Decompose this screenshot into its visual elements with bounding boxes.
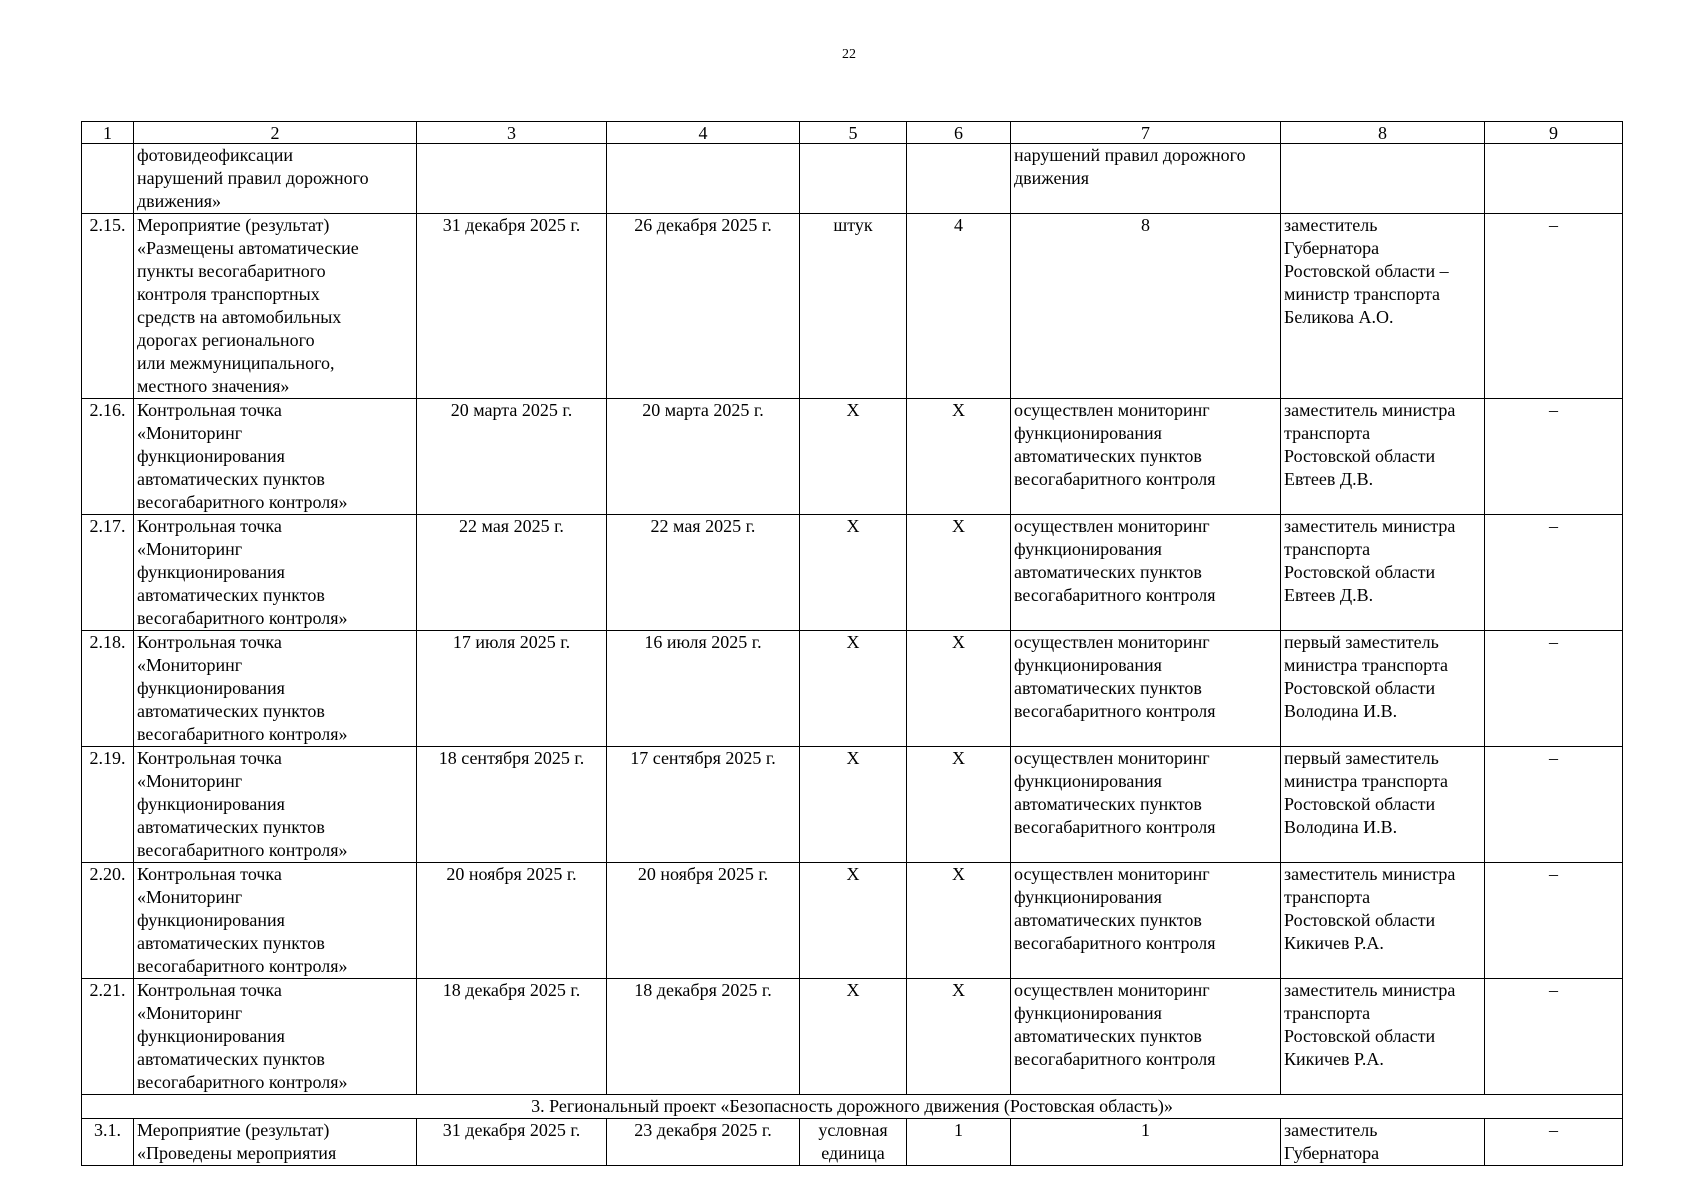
responsible: заместитель Губернатора Ростовской области – министр транспорта Беликова А.О. bbox=[1281, 214, 1485, 399]
row-name: Мероприятие (результат) «Проведены мероприятия bbox=[134, 1119, 417, 1166]
notes bbox=[1485, 144, 1623, 214]
row-name: фотовидеофиксации нарушений правил дорожного движения» bbox=[134, 144, 417, 214]
column-header: 9 bbox=[1485, 122, 1623, 144]
notes: – bbox=[1485, 399, 1623, 515]
table-row bbox=[82, 214, 1623, 399]
row-name: Мероприятие (результат) «Размещены автоматические пункты весогабаритного контроля транспортных средств на автомобильных дорогах регионального или межмуниципального, местного значения» bbox=[134, 214, 417, 399]
unit: Х bbox=[800, 747, 907, 863]
base-date: 17 июля 2025 г. bbox=[417, 631, 607, 747]
base-date bbox=[417, 144, 607, 214]
notes: – bbox=[1485, 214, 1623, 399]
planned-date: 17 сентября 2025 г. bbox=[607, 747, 800, 863]
row-number: 2.17. bbox=[82, 515, 134, 631]
responsible: заместитель министра транспорта Ростовской области Кикичев Р.А. bbox=[1281, 979, 1485, 1095]
plan-table bbox=[81, 121, 1623, 1166]
table-row bbox=[82, 747, 1623, 863]
table-row bbox=[82, 979, 1623, 1095]
column-header: 3 bbox=[417, 122, 607, 144]
unit: Х bbox=[800, 863, 907, 979]
row-number: 2.18. bbox=[82, 631, 134, 747]
planned-date: 16 июля 2025 г. bbox=[607, 631, 800, 747]
result-description: осуществлен мониторинг функционирования автоматических пунктов весогабаритного контроля bbox=[1011, 979, 1281, 1095]
table-row bbox=[82, 515, 1623, 631]
base-value: 4 bbox=[907, 214, 1011, 399]
result-description: осуществлен мониторинг функционирования автоматических пунктов весогабаритного контроля bbox=[1011, 747, 1281, 863]
notes: – bbox=[1485, 747, 1623, 863]
result-description: 8 bbox=[1011, 214, 1281, 399]
notes: – bbox=[1485, 631, 1623, 747]
row-number: 2.20. bbox=[82, 863, 134, 979]
notes: – bbox=[1485, 979, 1623, 1095]
unit: Х bbox=[800, 631, 907, 747]
column-header: 5 bbox=[800, 122, 907, 144]
unit: штук bbox=[800, 214, 907, 399]
table-row bbox=[82, 144, 1623, 214]
result-description: осуществлен мониторинг функционирования автоматических пунктов весогабаритного контроля bbox=[1011, 399, 1281, 515]
result-description: осуществлен мониторинг функционирования автоматических пунктов весогабаритного контроля bbox=[1011, 631, 1281, 747]
planned-date: 20 марта 2025 г. bbox=[607, 399, 800, 515]
base-date: 18 сентября 2025 г. bbox=[417, 747, 607, 863]
responsible: первый заместитель министра транспорта Ростовской области Володина И.В. bbox=[1281, 631, 1485, 747]
base-value: Х bbox=[907, 515, 1011, 631]
table-row bbox=[82, 399, 1623, 515]
planned-date: 22 мая 2025 г. bbox=[607, 515, 800, 631]
row-name: Контрольная точка «Мониторинг функционирования автоматических пунктов весогабаритного контроля» bbox=[134, 515, 417, 631]
result-description: 1 bbox=[1011, 1119, 1281, 1166]
planned-date: 18 декабря 2025 г. bbox=[607, 979, 800, 1095]
responsible: заместитель министра транспорта Ростовской области Кикичев Р.А. bbox=[1281, 863, 1485, 979]
unit: Х bbox=[800, 399, 907, 515]
section-title: 3. Региональный проект «Безопасность дорожного движения (Ростовская область)» bbox=[82, 1095, 1623, 1119]
responsible: заместитель Губернатора bbox=[1281, 1119, 1485, 1166]
row-number: 2.16. bbox=[82, 399, 134, 515]
unit: Х bbox=[800, 979, 907, 1095]
planned-date: 20 ноября 2025 г. bbox=[607, 863, 800, 979]
page-number: 22 bbox=[842, 47, 856, 62]
row-number: 2.15. bbox=[82, 214, 134, 399]
notes: – bbox=[1485, 1119, 1623, 1166]
table-row bbox=[82, 631, 1623, 747]
column-header: 8 bbox=[1281, 122, 1485, 144]
table-row bbox=[82, 863, 1623, 979]
column-header: 1 bbox=[82, 122, 134, 144]
planned-date: 23 декабря 2025 г. bbox=[607, 1119, 800, 1166]
base-value: Х bbox=[907, 863, 1011, 979]
base-value: Х bbox=[907, 979, 1011, 1095]
unit bbox=[800, 144, 907, 214]
base-date: 22 мая 2025 г. bbox=[417, 515, 607, 631]
responsible bbox=[1281, 144, 1485, 214]
base-date: 31 декабря 2025 г. bbox=[417, 1119, 607, 1166]
base-date: 20 марта 2025 г. bbox=[417, 399, 607, 515]
row-number bbox=[82, 144, 134, 214]
responsible: заместитель министра транспорта Ростовской области Евтеев Д.В. bbox=[1281, 399, 1485, 515]
base-value bbox=[907, 144, 1011, 214]
base-date: 20 ноября 2025 г. bbox=[417, 863, 607, 979]
planned-date: 26 декабря 2025 г. bbox=[607, 214, 800, 399]
column-header: 6 bbox=[907, 122, 1011, 144]
column-header: 4 bbox=[607, 122, 800, 144]
column-header: 7 bbox=[1011, 122, 1281, 144]
base-value: Х bbox=[907, 399, 1011, 515]
row-name: Контрольная точка «Мониторинг функционирования автоматических пунктов весогабаритного контроля» bbox=[134, 979, 417, 1095]
column-number-row bbox=[82, 122, 1623, 144]
notes: – bbox=[1485, 515, 1623, 631]
notes: – bbox=[1485, 863, 1623, 979]
table-row bbox=[82, 1119, 1623, 1166]
row-name: Контрольная точка «Мониторинг функционирования автоматических пунктов весогабаритного контроля» bbox=[134, 747, 417, 863]
row-number: 2.19. bbox=[82, 747, 134, 863]
base-date: 31 декабря 2025 г. bbox=[417, 214, 607, 399]
unit: Х bbox=[800, 515, 907, 631]
row-name: Контрольная точка «Мониторинг функционирования автоматических пунктов весогабаритного контроля» bbox=[134, 631, 417, 747]
column-header: 2 bbox=[134, 122, 417, 144]
section-row bbox=[82, 1095, 1623, 1119]
responsible: первый заместитель министра транспорта Ростовской области Володина И.В. bbox=[1281, 747, 1485, 863]
unit: условная единица bbox=[800, 1119, 907, 1166]
responsible: заместитель министра транспорта Ростовской области Евтеев Д.В. bbox=[1281, 515, 1485, 631]
base-date: 18 декабря 2025 г. bbox=[417, 979, 607, 1095]
row-number: 2.21. bbox=[82, 979, 134, 1095]
base-value: Х bbox=[907, 747, 1011, 863]
result-description: нарушений правил дорожного движения bbox=[1011, 144, 1281, 214]
row-number: 3.1. bbox=[82, 1119, 134, 1166]
base-value: 1 bbox=[907, 1119, 1011, 1166]
row-name: Контрольная точка «Мониторинг функционирования автоматических пунктов весогабаритного контроля» bbox=[134, 863, 417, 979]
planned-date bbox=[607, 144, 800, 214]
base-value: Х bbox=[907, 631, 1011, 747]
row-name: Контрольная точка «Мониторинг функционирования автоматических пунктов весогабаритного контроля» bbox=[134, 399, 417, 515]
result-description: осуществлен мониторинг функционирования автоматических пунктов весогабаритного контроля bbox=[1011, 863, 1281, 979]
result-description: осуществлен мониторинг функционирования автоматических пунктов весогабаритного контроля bbox=[1011, 515, 1281, 631]
